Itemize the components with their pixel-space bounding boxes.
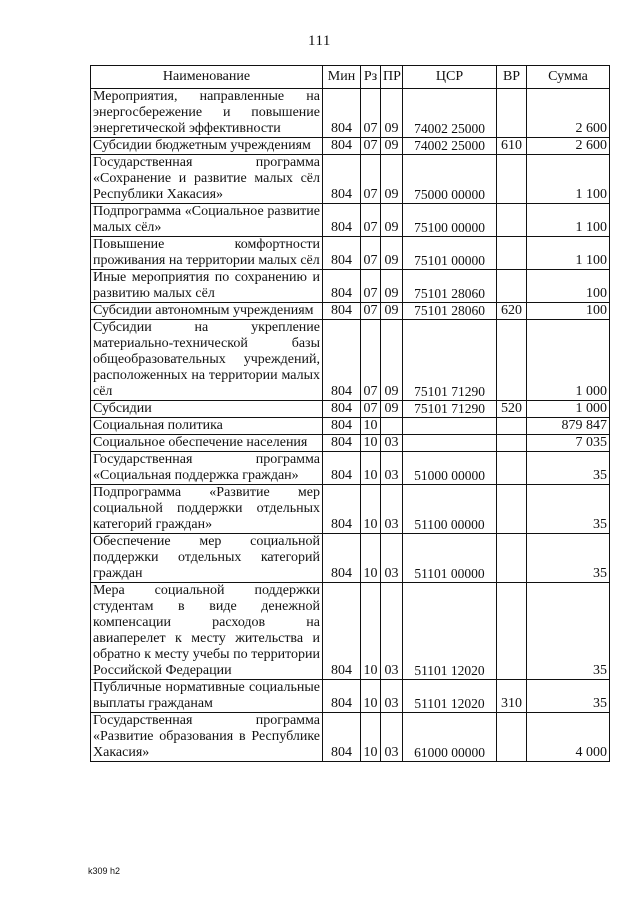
table-row xyxy=(91,680,610,713)
cell-name: Обеспечение мер социальной поддержки отдельных категорий граждан xyxy=(91,534,323,583)
cell-csr: 51101 12020 xyxy=(403,583,497,680)
cell-rz: 10 xyxy=(361,485,381,534)
cell-sum: 35 xyxy=(527,583,610,680)
table-row xyxy=(91,303,610,320)
cell-name: Субсидии xyxy=(91,401,323,418)
cell-min: 804 xyxy=(323,485,361,534)
cell-rz: 07 xyxy=(361,237,381,270)
cell-sum: 35 xyxy=(527,680,610,713)
cell-vr xyxy=(497,583,527,680)
cell-rz: 10 xyxy=(361,418,381,435)
header-sum: Сумма xyxy=(527,66,610,89)
table-row xyxy=(91,534,610,583)
cell-vr xyxy=(497,713,527,762)
cell-vr: 620 xyxy=(497,303,527,320)
cell-name: Социальное обеспечение населения xyxy=(91,435,323,452)
cell-min: 804 xyxy=(323,713,361,762)
header-csr: ЦСР xyxy=(403,66,497,89)
cell-pr: 09 xyxy=(381,89,403,138)
cell-rz: 10 xyxy=(361,534,381,583)
cell-sum: 2 600 xyxy=(527,138,610,155)
cell-sum: 1 100 xyxy=(527,237,610,270)
cell-pr: 09 xyxy=(381,320,403,401)
cell-csr xyxy=(403,418,497,435)
cell-name: Мера социальной поддержки студентам в виде денежной компенсации расходов на авиаперелет к месту жительства и обратно к месту учебы по территории Российской Федерации xyxy=(91,583,323,680)
cell-csr: 75101 28060 xyxy=(403,303,497,320)
cell-pr: 09 xyxy=(381,138,403,155)
cell-csr: 74002 25000 xyxy=(403,89,497,138)
cell-csr: 75000 00000 xyxy=(403,155,497,204)
cell-pr: 09 xyxy=(381,155,403,204)
budget-table-body xyxy=(91,89,610,762)
cell-name: Подпрограмма «Развитие мер социальной поддержки отдельных категорий граждан» xyxy=(91,485,323,534)
cell-min: 804 xyxy=(323,303,361,320)
table-row xyxy=(91,89,610,138)
cell-csr: 74002 25000 xyxy=(403,138,497,155)
cell-pr: 03 xyxy=(381,435,403,452)
cell-csr: 75101 00000 xyxy=(403,237,497,270)
cell-csr: 75101 71290 xyxy=(403,401,497,418)
cell-csr: 75101 71290 xyxy=(403,320,497,401)
cell-min: 804 xyxy=(323,89,361,138)
cell-name: Государственная программа «Сохранение и развитие малых сёл Республики Хакасия» xyxy=(91,155,323,204)
cell-sum: 35 xyxy=(527,452,610,485)
cell-min: 804 xyxy=(323,452,361,485)
cell-pr: 09 xyxy=(381,401,403,418)
cell-csr: 51000 00000 xyxy=(403,452,497,485)
cell-vr xyxy=(497,534,527,583)
table-row xyxy=(91,435,610,452)
cell-min: 804 xyxy=(323,237,361,270)
cell-pr: 09 xyxy=(381,303,403,320)
cell-rz: 10 xyxy=(361,680,381,713)
header-rz: Рз xyxy=(361,66,381,89)
cell-min: 804 xyxy=(323,204,361,237)
cell-rz: 07 xyxy=(361,320,381,401)
cell-sum: 35 xyxy=(527,534,610,583)
cell-csr: 61000 00000 xyxy=(403,713,497,762)
cell-name: Социальная политика xyxy=(91,418,323,435)
cell-pr xyxy=(381,418,403,435)
cell-vr xyxy=(497,452,527,485)
table-row xyxy=(91,204,610,237)
cell-min: 804 xyxy=(323,435,361,452)
cell-rz: 07 xyxy=(361,204,381,237)
cell-vr xyxy=(497,320,527,401)
cell-name: Государственная программа «Социальная поддержка граждан» xyxy=(91,452,323,485)
cell-sum: 1 100 xyxy=(527,155,610,204)
cell-sum: 879 847 xyxy=(527,418,610,435)
cell-rz: 07 xyxy=(361,303,381,320)
cell-vr: 520 xyxy=(497,401,527,418)
cell-sum: 100 xyxy=(527,270,610,303)
table-row xyxy=(91,583,610,680)
cell-pr: 09 xyxy=(381,204,403,237)
cell-min: 804 xyxy=(323,155,361,204)
cell-rz: 07 xyxy=(361,401,381,418)
cell-min: 804 xyxy=(323,583,361,680)
cell-pr: 03 xyxy=(381,583,403,680)
cell-name: Мероприятия, направленные на энергосбережение и повышение энергетической эффективности xyxy=(91,89,323,138)
cell-csr: 75101 28060 xyxy=(403,270,497,303)
header-pr: ПР xyxy=(381,66,403,89)
table-row xyxy=(91,155,610,204)
table-row xyxy=(91,138,610,155)
cell-pr: 03 xyxy=(381,534,403,583)
cell-rz: 07 xyxy=(361,270,381,303)
table-row xyxy=(91,418,610,435)
table-row xyxy=(91,401,610,418)
cell-min: 804 xyxy=(323,401,361,418)
table-row xyxy=(91,452,610,485)
cell-name: Повышение комфортности проживания на территории малых сёл xyxy=(91,237,323,270)
cell-rz: 07 xyxy=(361,155,381,204)
cell-pr: 09 xyxy=(381,270,403,303)
cell-sum: 2 600 xyxy=(527,89,610,138)
cell-pr: 09 xyxy=(381,237,403,270)
budget-table xyxy=(90,65,610,762)
cell-name: Государственная программа «Развитие образования в Республике Хакасия» xyxy=(91,713,323,762)
cell-rz: 10 xyxy=(361,583,381,680)
cell-csr xyxy=(403,435,497,452)
cell-vr xyxy=(497,237,527,270)
cell-pr: 03 xyxy=(381,485,403,534)
cell-min: 804 xyxy=(323,320,361,401)
cell-rz: 07 xyxy=(361,138,381,155)
header-min: Мин xyxy=(323,66,361,89)
cell-vr xyxy=(497,485,527,534)
cell-name: Субсидии на укрепление материально-технической базы общеобразовательных учреждений, расположенных на территории малых сёл xyxy=(91,320,323,401)
cell-rz: 10 xyxy=(361,452,381,485)
cell-name: Подпрограмма «Социальное развитие малых сёл» xyxy=(91,204,323,237)
cell-rz: 07 xyxy=(361,89,381,138)
cell-vr xyxy=(497,204,527,237)
page-number: 111 xyxy=(308,33,331,49)
cell-sum: 100 xyxy=(527,303,610,320)
cell-min: 804 xyxy=(323,270,361,303)
cell-sum: 4 000 xyxy=(527,713,610,762)
cell-rz: 10 xyxy=(361,713,381,762)
cell-min: 804 xyxy=(323,534,361,583)
cell-csr: 51101 00000 xyxy=(403,534,497,583)
cell-name: Субсидии бюджетным учреждениям xyxy=(91,138,323,155)
table-header-row xyxy=(91,66,610,89)
cell-min: 804 xyxy=(323,680,361,713)
cell-sum: 1 000 xyxy=(527,401,610,418)
cell-sum: 7 035 xyxy=(527,435,610,452)
cell-vr xyxy=(497,418,527,435)
cell-name: Публичные нормативные социальные выплаты гражданам xyxy=(91,680,323,713)
cell-sum: 35 xyxy=(527,485,610,534)
header-name: Наименование xyxy=(91,66,323,89)
table-row xyxy=(91,320,610,401)
cell-name: Субсидии автономным учреждениям xyxy=(91,303,323,320)
cell-min: 804 xyxy=(323,138,361,155)
cell-pr: 03 xyxy=(381,713,403,762)
cell-pr: 03 xyxy=(381,680,403,713)
cell-csr: 75100 00000 xyxy=(403,204,497,237)
cell-sum: 1 100 xyxy=(527,204,610,237)
table-row xyxy=(91,713,610,762)
cell-csr: 51101 12020 xyxy=(403,680,497,713)
cell-vr xyxy=(497,270,527,303)
cell-vr xyxy=(497,435,527,452)
cell-vr xyxy=(497,89,527,138)
table-row xyxy=(91,270,610,303)
table-row xyxy=(91,237,610,270)
cell-rz: 10 xyxy=(361,435,381,452)
cell-vr: 310 xyxy=(497,680,527,713)
cell-sum: 1 000 xyxy=(527,320,610,401)
header-vr: ВР xyxy=(497,66,527,89)
cell-vr xyxy=(497,155,527,204)
table-row xyxy=(91,485,610,534)
cell-vr: 610 xyxy=(497,138,527,155)
footer-code: k309 h2 xyxy=(88,866,121,876)
cell-name: Иные мероприятия по сохранению и развитию малых сёл xyxy=(91,270,323,303)
cell-pr: 03 xyxy=(381,452,403,485)
cell-csr: 51100 00000 xyxy=(403,485,497,534)
cell-min: 804 xyxy=(323,418,361,435)
